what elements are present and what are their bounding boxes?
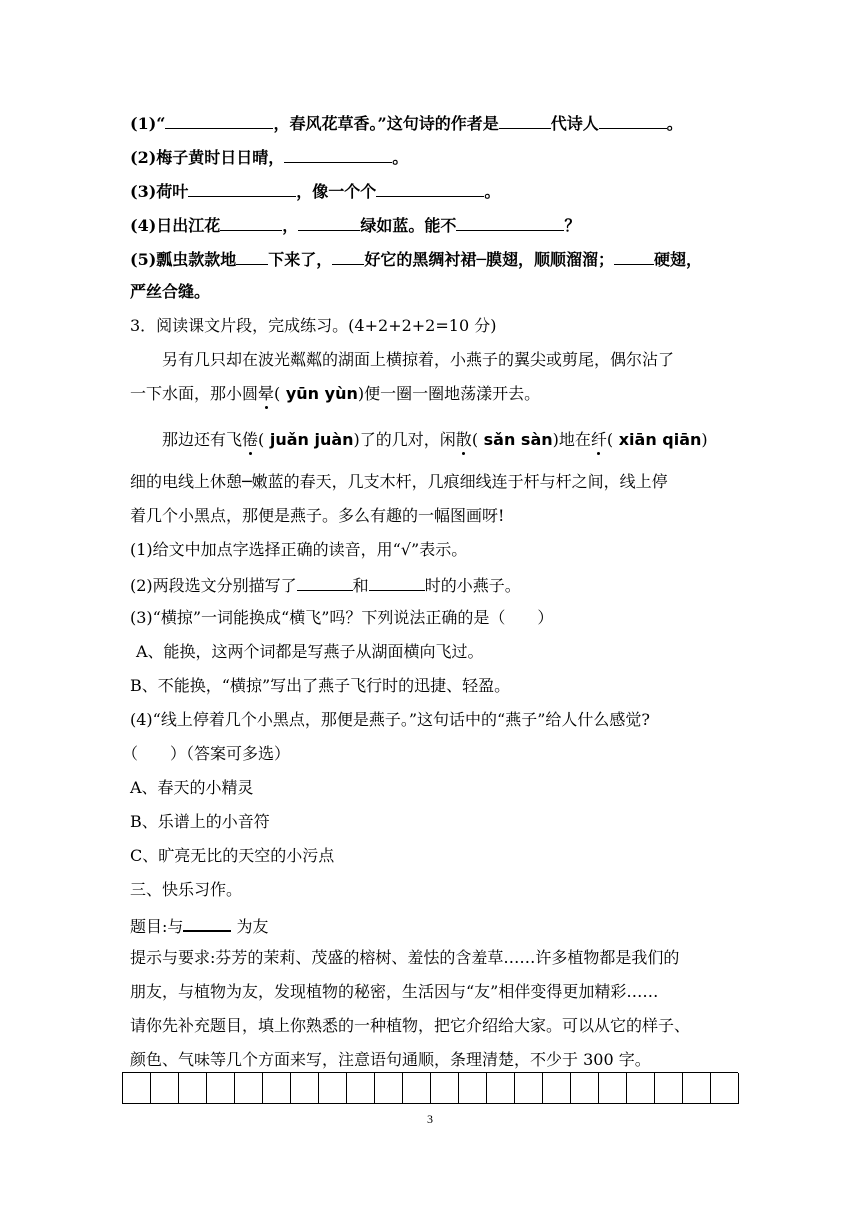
- option-4a: A、春天的小精灵: [130, 778, 254, 797]
- page-number: 3: [427, 1112, 433, 1126]
- dotted-char: 散: [455, 430, 472, 449]
- grid-cell[interactable]: [655, 1073, 683, 1104]
- answer-blank[interactable]: [165, 112, 273, 129]
- writing-title: 题目:与 为友: [130, 914, 269, 937]
- grid-cell[interactable]: [683, 1073, 711, 1104]
- fill-in-q1: (1)“ ，春风花草香。”这句诗的作者是 代诗人 。: [130, 114, 683, 133]
- grid-cell[interactable]: [179, 1073, 207, 1104]
- fill-in-q5: (5)瓢虫款款地 下来了， 好它的黑绸衬裙─膜翅，顺顺溜溜； 硬翅，: [130, 250, 702, 269]
- grid-cell[interactable]: [487, 1073, 515, 1104]
- answer-blank[interactable]: [614, 248, 654, 265]
- option-3b: B、不能换，“横掠”写出了燕子飞行时的迅捷、轻盈。: [130, 676, 511, 695]
- grid-cell[interactable]: [151, 1073, 179, 1104]
- sub-question-4: (4)“线上停着几个小黑点，那便是燕子。”这句话中的“燕子”给人什么感觉?: [130, 710, 650, 729]
- answer-blank[interactable]: [236, 248, 268, 265]
- passage-2-line-3: 着几个小黑点，那便是燕子。多么有趣的一幅图画呀!: [130, 506, 505, 525]
- option-3a: A、能换，这两个词都是写燕子从湖面横向飞过。: [136, 642, 484, 661]
- grid-cell[interactable]: [711, 1073, 739, 1104]
- answer-blank[interactable]: [297, 574, 353, 591]
- option-4c: C、旷亮无比的天空的小污点: [130, 846, 335, 865]
- passage-2-line-2: 细的电线上休憩─嫩蓝的春天，几支木杆，几痕细线连于杆与杆之间，线上停: [130, 472, 668, 491]
- sub-question-2: (2)两段选文分别描写了 和 时的小燕子。: [130, 576, 521, 595]
- answer-blank[interactable]: [188, 180, 296, 197]
- answer-blank[interactable]: [456, 214, 564, 231]
- grid-cell[interactable]: [599, 1073, 627, 1104]
- fill-in-q5-cont: 严丝合缝。: [130, 282, 211, 301]
- pinyin-options[interactable]: xiān qiān: [613, 430, 702, 449]
- grid-cell[interactable]: [263, 1073, 291, 1104]
- requirement-line-4: 颜色、气味等几个方面来写，注意语句通顺，条理清楚，不少于 300 字。: [130, 1050, 651, 1069]
- requirement-line-3: 请你先补充题目，填上你熟悉的一种植物，把它介绍给大家。可以从它的样子、: [130, 1016, 691, 1035]
- pinyin-options[interactable]: yūn yùn: [280, 384, 358, 403]
- grid-cell[interactable]: [319, 1073, 347, 1104]
- sub-question-1: (1)给文中加点字选择正确的读音，用“√”表示。: [130, 540, 468, 559]
- requirement-line-2: 朋友，与植物为友，发现植物的秘密，生活因与“友”相伴变得更加精彩……: [130, 982, 659, 1001]
- fill-in-q2: (2)梅子黄时日日晴， 。: [130, 148, 409, 167]
- grid-cell[interactable]: [571, 1073, 599, 1104]
- grid-cell[interactable]: [291, 1073, 319, 1104]
- option-4b: B、乐谱上的小音符: [130, 812, 270, 831]
- grid-cell[interactable]: [347, 1073, 375, 1104]
- fill-in-q3: (3)荷叶 ，像一个个 。: [130, 182, 501, 201]
- grid-cell[interactable]: [543, 1073, 571, 1104]
- composition-grid[interactable]: [122, 1072, 738, 1104]
- grid-cell[interactable]: [627, 1073, 655, 1104]
- writing-heading: 三、快乐习作。: [130, 880, 243, 899]
- dotted-char: 晕: [258, 384, 275, 403]
- passage-1-line-2: 一下水面，那小圆晕( yūn yùn)便一圈一圈地荡漾开去。: [130, 384, 541, 403]
- answer-blank[interactable]: [376, 180, 484, 197]
- answer-blank[interactable]: [220, 214, 282, 231]
- sub-question-3: (3)“横掠”一词能换成“横飞”吗？下列说法正确的是（ ）: [130, 608, 554, 627]
- answer-parentheses[interactable]: （ ）（答案可多选）: [122, 744, 291, 763]
- grid-cell[interactable]: [123, 1073, 151, 1104]
- answer-blank[interactable]: [332, 248, 364, 265]
- grid-cell[interactable]: [515, 1073, 543, 1104]
- grid-cell[interactable]: [375, 1073, 403, 1104]
- reading-heading: 3．阅读课文片段，完成练习。(4+2+2+2=10 分): [130, 316, 497, 335]
- grid-cell[interactable]: [403, 1073, 431, 1104]
- answer-blank[interactable]: [369, 574, 425, 591]
- passage-1-line-1: 另有几只却在波光粼粼的湖面上横掠着，小燕子的翼尖或剪尾，偶尔沾了: [162, 350, 675, 369]
- grid-cell[interactable]: [459, 1073, 487, 1104]
- answer-blank[interactable]: [284, 146, 392, 163]
- dotted-char: 纤: [590, 430, 607, 449]
- answer-blank[interactable]: [499, 112, 551, 129]
- grid-cell[interactable]: [431, 1073, 459, 1104]
- fill-in-q4: (4)日出江花 ， 绿如蓝。能不 ？: [130, 216, 581, 235]
- dotted-char: 倦: [242, 430, 259, 449]
- pinyin-options[interactable]: juǎn juàn: [264, 430, 354, 449]
- title-blank[interactable]: [183, 914, 231, 932]
- grid-cell[interactable]: [207, 1073, 235, 1104]
- passage-2-line-1: 那边还有飞倦( juǎn juàn)了的几对，闲散( sǎn sàn)地在纤( xiān qiān): [162, 430, 708, 449]
- pinyin-options[interactable]: sǎn sàn: [478, 430, 553, 449]
- grid-cell[interactable]: [235, 1073, 263, 1104]
- answer-blank[interactable]: [599, 112, 667, 129]
- requirement-line-1: 提示与要求:芬芳的茉莉、茂盛的榕树、羞怯的含羞草……许多植物都是我们的: [130, 948, 680, 967]
- answer-blank[interactable]: [298, 214, 360, 231]
